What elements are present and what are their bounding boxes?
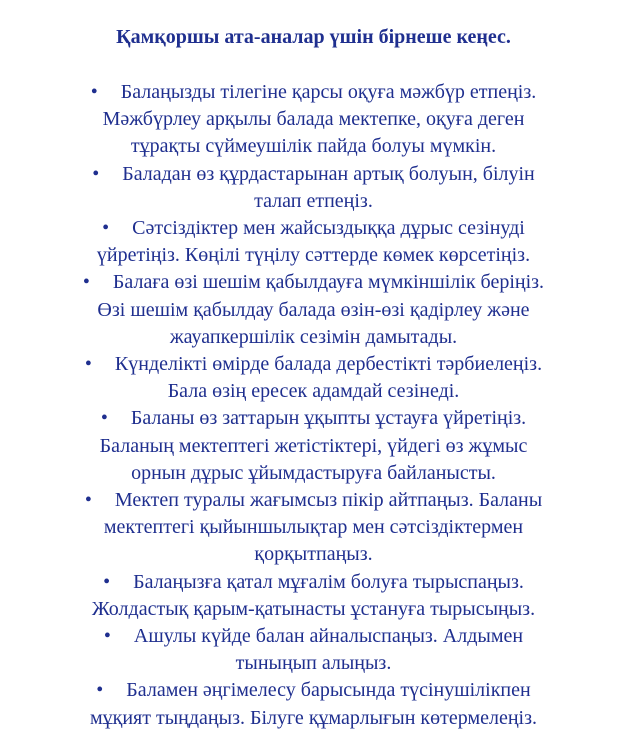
list-item-first-line <box>0 215 627 242</box>
tip-text: мектептегі қыйыншылықтар мен сәтсіздіктермен <box>103 516 524 539</box>
tip-text: тұрақты сүймеушілік пайда болуы мүмкін. <box>130 135 497 158</box>
list-item-first-line <box>0 677 627 704</box>
list-item <box>0 677 627 731</box>
list-item <box>0 487 627 569</box>
document-title: Қамқоршы ата-аналар үшін бірнеше кеңес. <box>116 26 511 48</box>
list-item <box>0 79 627 161</box>
list-item <box>0 569 627 623</box>
tip-text: Баланы өз заттарын ұқыпты ұстауға үйретіңіз. <box>130 407 527 430</box>
tip-text: Баламен әңгімелесу барысында түсінушілікпен <box>126 679 531 702</box>
tip-text: Күнделікті өмірде балада дербестікті тәрбиелеңіз. <box>114 353 543 376</box>
list-item <box>0 351 627 405</box>
tip-text: Балаға өзі шешім қабылдауға мүмкіншілік беріңіз. <box>112 271 545 294</box>
tip-text: Сәтсіздіктер мен жайсыздыққа дұрыс сезінуді <box>132 217 525 240</box>
list-item <box>0 215 627 269</box>
tip-text: қорқытпаңыз. <box>254 543 373 566</box>
list-item-first-line <box>0 161 627 188</box>
bullet-icon: • <box>92 162 100 185</box>
bullet-icon: • <box>84 353 92 376</box>
list-item-first-line <box>0 405 627 432</box>
list-item <box>0 269 627 351</box>
list-item-first-line <box>0 569 627 596</box>
list-item-first-line <box>0 487 627 514</box>
list-item <box>0 161 627 215</box>
bullet-icon: • <box>96 679 104 702</box>
bullet-icon: • <box>103 570 111 593</box>
tip-text: мұқият тыңдаңыз. Білуге құмарлығын көтермелеңіз. <box>89 706 538 729</box>
tip-text: Өзі шешім қабылдау балада өзін-өзі қадірлеу және <box>97 298 530 321</box>
bullet-icon: • <box>100 407 108 430</box>
bullet-icon: • <box>90 81 98 103</box>
bullet-icon: • <box>82 271 90 294</box>
tip-text: Мектеп туралы жағымсыз пікір айтпаңыз. Баланы <box>114 489 543 512</box>
bullet-icon: • <box>84 489 92 512</box>
list-item-first-line <box>0 623 627 650</box>
tip-text: тыныңып алыңыз. <box>235 652 392 675</box>
tip-text: Балаңызды тілегіне қарсы оқуға мәжбүр етпеңіз. <box>120 81 537 103</box>
tip-text: орнын дұрыс ұйымдастыруға байланысты. <box>131 461 496 484</box>
bullet-icon: • <box>103 625 111 648</box>
list-item-first-line <box>0 269 627 296</box>
tips-list <box>0 79 627 732</box>
bullet-icon: • <box>102 217 110 240</box>
tip-text: Баладан өз құрдастарынан артық болуын, білуін <box>122 162 535 185</box>
tip-text: Бала өзің ересек адамдай сезінеді. <box>167 380 460 403</box>
tip-text: Баланың мектептегі жетістіктері, үйдегі өз жұмыс <box>99 434 528 457</box>
tip-text: Жолдастық қарым-қатынасты ұстануға тырысыңыз. <box>91 597 536 620</box>
list-item <box>0 405 627 487</box>
tip-text: Мәжбүрлеу арқылы балада мектепке, оқуға деген <box>102 108 525 131</box>
tip-text: жауапкершілік сезімін дамытады. <box>169 325 458 348</box>
tip-text: үйретіңіз. Көңілі түңілу сәттерде көмек көрсетіңіз. <box>96 244 531 267</box>
tip-text: Балаңызға қатал мұғалім болуға тырыспаңыз. <box>133 570 524 593</box>
list-item-first-line <box>0 79 627 106</box>
tip-text: Ашулы күйде балан айналыспаңыз. Алдымен <box>133 625 524 648</box>
list-item-first-line <box>0 351 627 378</box>
list-item <box>0 623 627 677</box>
tip-text: талап етпеңіз. <box>254 189 373 212</box>
